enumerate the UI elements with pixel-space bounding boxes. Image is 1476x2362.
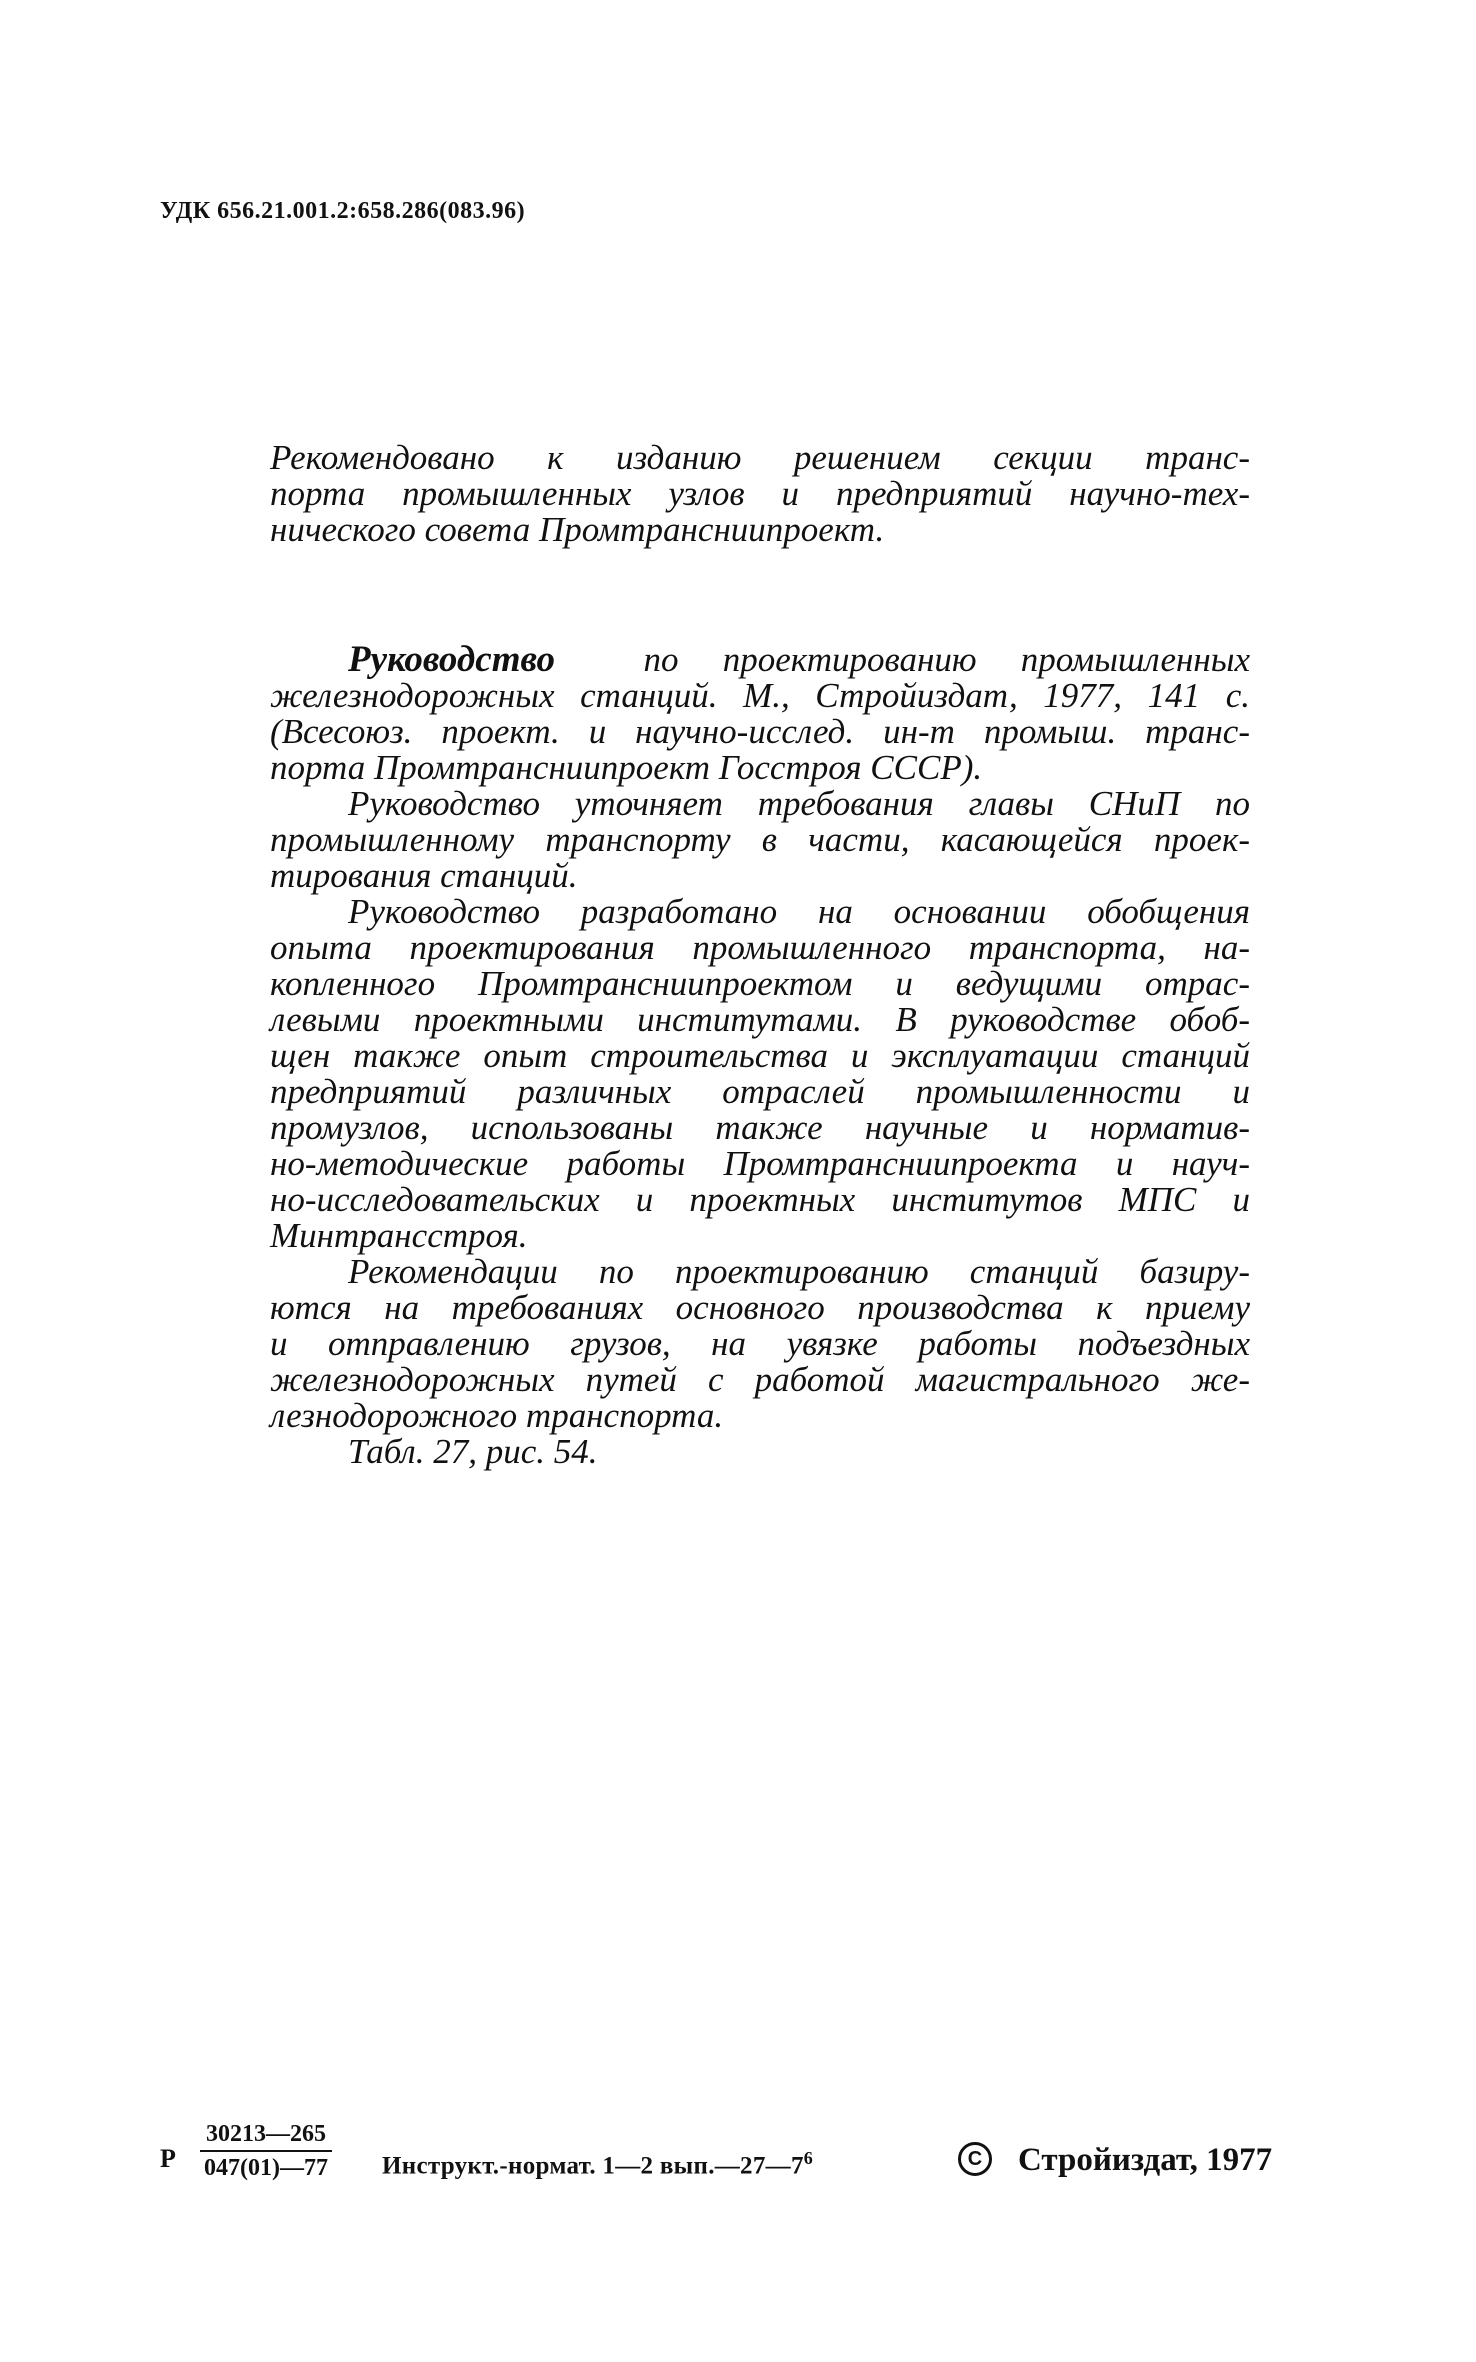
recommendation-line: Рекомендовано к изданию решением секции транс- xyxy=(270,438,1250,477)
abstract-line: и отправлению грузов, на увязке работы подъездных xyxy=(270,1324,1250,1363)
abstract-line: Рекомендации по проектированию станций базиру- xyxy=(348,1252,1250,1291)
abstract xyxy=(270,639,1250,1471)
abstract-line: но-исследовательских и проектных институтов МПС и xyxy=(270,1180,1250,1219)
abstract-line: щен также опыт строительства и эксплуатации станций xyxy=(270,1036,1250,1075)
abstract-line: Руководство уточняет требования главы СНиП по xyxy=(348,784,1250,823)
abstract-line: предприятий различных отраслей промышленности и xyxy=(270,1072,1250,1111)
ruble-sign: Р xyxy=(160,2144,176,2173)
publisher-copyright: Стройиздат, 1977 xyxy=(1018,2142,1273,2178)
abstract-line: Руководство разработано на основании обобщения xyxy=(348,892,1250,931)
abstract-line: (Всесоюз. проект. и научно-исслед. ин-т промыш. транс- xyxy=(270,712,1250,751)
abstract-first-line-rest: по проектированию промышленных xyxy=(643,640,1250,679)
abstract-line: но-методические работы Промтрансниипроекта и науч- xyxy=(270,1144,1250,1183)
udk-code: УДК 656.21.001.2:658.286(083.96) xyxy=(160,198,526,224)
abstract-line: железнодорожных станций. М., Стройиздат, 1977, 141 с. xyxy=(270,676,1250,715)
abstract-line: железнодорожных путей с работой магистрального же- xyxy=(270,1360,1250,1399)
imprint-info xyxy=(382,2148,813,2180)
abstract-line: опыта проектирования промышленного транспорта, на- xyxy=(270,928,1250,967)
abstract-line: тирования станций. xyxy=(270,856,578,895)
abstract-first-line xyxy=(270,639,1250,680)
abstract-line: ются на требованиях основного производства к приему xyxy=(270,1288,1250,1327)
imprint-footer xyxy=(150,2118,1330,2198)
index-fraction xyxy=(200,2118,332,2184)
abstract-line: копленного Промтрансниипроектом и ведущими отрас- xyxy=(270,964,1250,1003)
recommendation-line: порта промышленных узлов и предприятий научно-тех- xyxy=(270,474,1250,513)
fraction-denominator: 047(01)—77 xyxy=(204,2155,328,2181)
abstract-line: Минтрансстроя. xyxy=(270,1216,528,1255)
recommendation-line: нического совета Промтрансниипроект. xyxy=(270,510,885,549)
fraction-numerator: 30213—265 xyxy=(200,2118,332,2152)
copyright-icon: С xyxy=(958,2142,992,2176)
abstract-line: левыми проектными институтами. В руководстве обоб- xyxy=(270,1000,1250,1039)
abstract-line: лезнодорожного транспорта. xyxy=(270,1396,724,1435)
imprint-info-superscript: 6 xyxy=(803,2148,814,2168)
abstract-line: промышленному транспорту в части, касающейся проек- xyxy=(270,820,1250,859)
abstract-title-word: Руководство xyxy=(348,639,556,680)
abstract-line: порта Промтрансниипроект Госстроя СССР). xyxy=(270,748,983,787)
abstract-line: Табл. 27, рис. 54. xyxy=(348,1432,598,1471)
abstract-line: промузлов, использованы также научные и норматив- xyxy=(270,1108,1250,1147)
imprint-info-text: Инструкт.-нормат. 1—2 вып.—27—7 xyxy=(382,2152,804,2180)
recommendation-note xyxy=(270,440,1250,548)
